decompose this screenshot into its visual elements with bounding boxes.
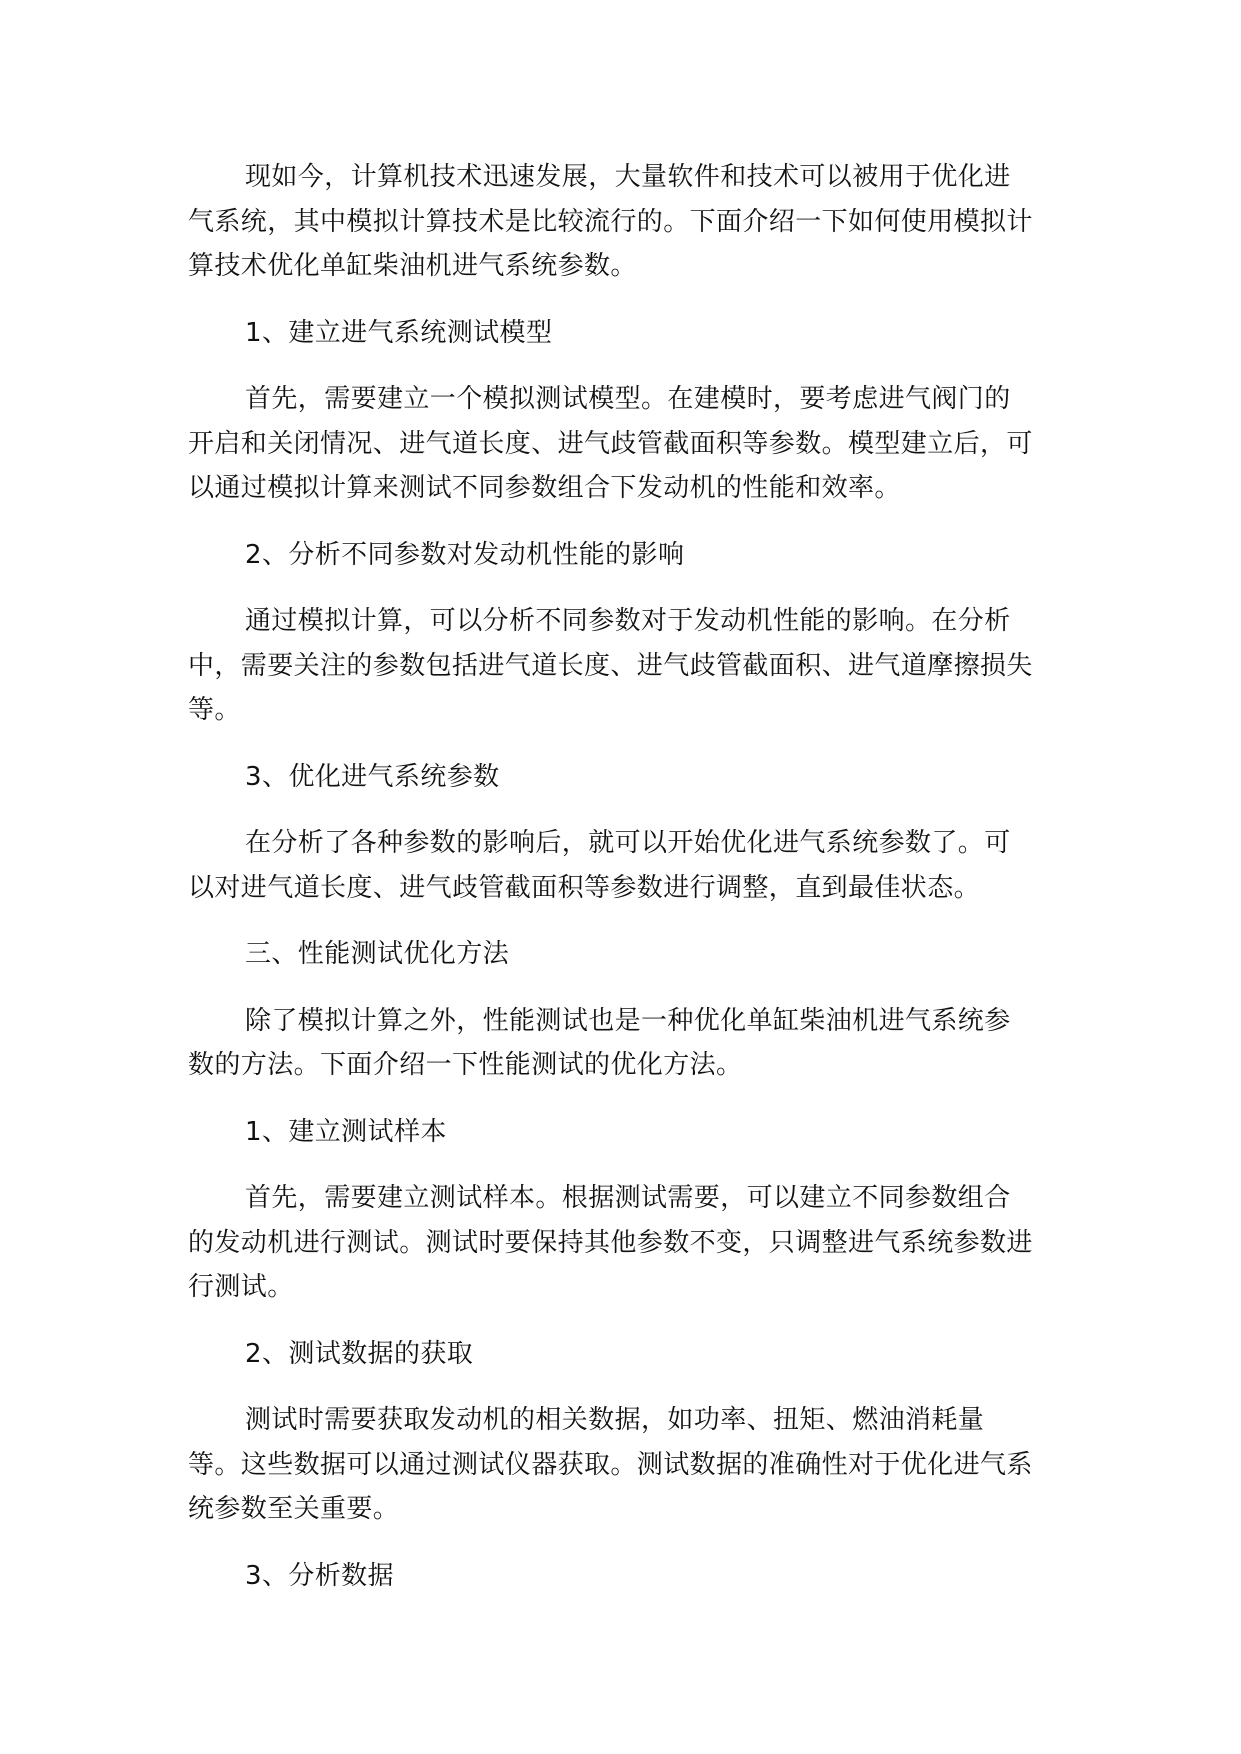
heading-analyze-parameters: 2、分析不同参数对发动机性能的影响 — [245, 539, 685, 570]
heading-optimize-parameters: 3、优化进气系统参数 — [245, 761, 500, 792]
heading-analyze-data: 3、分析数据 — [245, 1560, 394, 1591]
heading-build-model: 1、建立进气系统测试模型 — [245, 317, 553, 348]
intro-paragraph: 现如今，计算机技术迅速发展，大量软件和技术可以被用于优化进气系统，其中模拟计算技术是比较流行的。下面介绍一下如何使用模拟计算技术优化单缸柴油机进气系统参数。 — [188, 162, 1033, 281]
paragraph-analyze-parameters: 通过模拟计算，可以分析不同参数对于发动机性能的影响。在分析中，需要关注的参数包括进气道长度、进气歧管截面积、进气道摩擦损失等。 — [188, 606, 1033, 725]
paragraph-build-model: 首先，需要建立一个模拟测试模型。在建模时，要考虑进气阀门的开启和关闭情况、进气道长度、进气歧管截面积等参数。模型建立后，可以通过模拟计算来测试不同参数组合下发动机的性能和效率。 — [188, 384, 1033, 503]
heading-test-data: 2、测试数据的获取 — [245, 1338, 474, 1369]
heading-test-samples: 1、建立测试样本 — [245, 1116, 447, 1147]
paragraph-test-samples: 首先，需要建立测试样本。根据测试需要，可以建立不同参数组合的发动机进行测试。测试时要保持其他参数不变，只调整进气系统参数进行测试。 — [188, 1183, 1033, 1302]
paragraph-test-data: 测试时需要获取发动机的相关数据，如功率、扭矩、燃油消耗量等。这些数据可以通过测试仪器获取。测试数据的准确性对于优化进气系统参数至关重要。 — [188, 1405, 1033, 1524]
paragraph-performance-testing: 除了模拟计算之外，性能测试也是一种优化单缸柴油机进气系统参数的方法。下面介绍一下性能测试的优化方法。 — [188, 1005, 1011, 1080]
paragraph-optimize-parameters: 在分析了各种参数的影响后，就可以开始优化进气系统参数了。可以对进气道长度、进气歧管截面积等参数进行调整，直到最佳状态。 — [188, 828, 1011, 903]
document-body — [188, 155, 1034, 1598]
section-heading-performance-testing: 三、性能测试优化方法 — [245, 939, 510, 969]
